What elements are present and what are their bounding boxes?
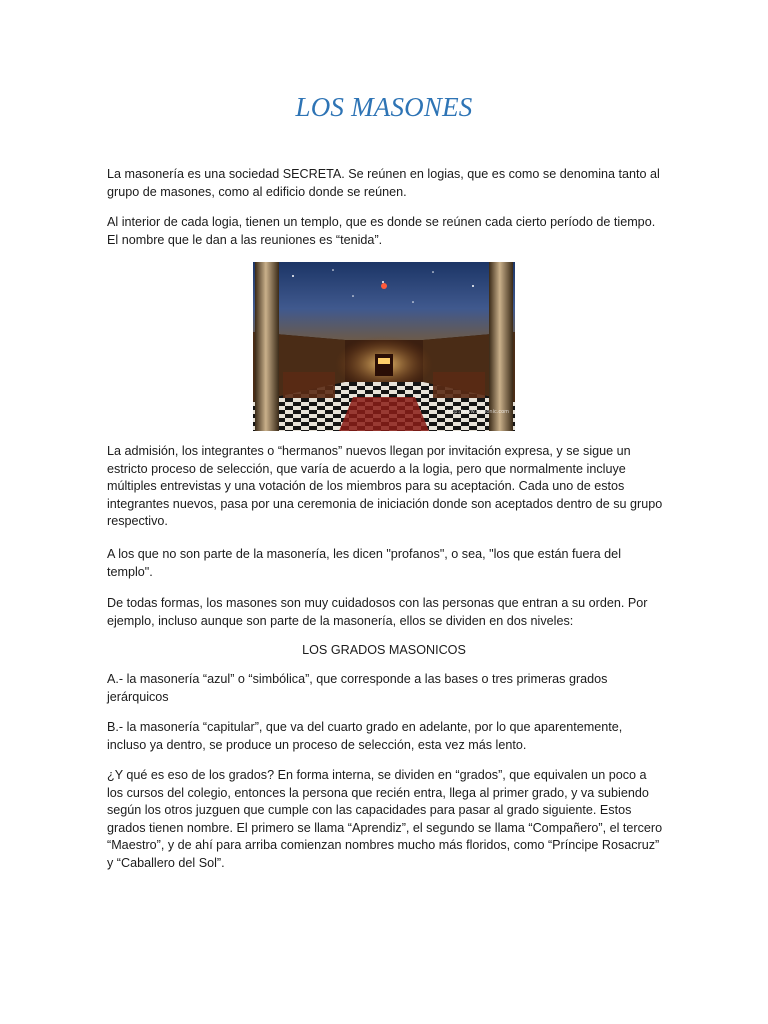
paragraph-level-b: B.- la masonería “capitular”, que va del cuarto grado en adelante, por lo que aparentemente, incluso ya dentro, se produce un proceso de selección, esta vez más lento.: [107, 720, 623, 752]
image-watermark: http://www.masonic.com: [447, 409, 509, 415]
paragraph-intro: La masonería es una sociedad SECRETA. Se reúnen en logias, que es como se denomina tanto al grupo de masones, como al edificio donde se reúnen.: [107, 167, 660, 199]
paragraph-grades: ¿Y qué es eso de los grados? En forma interna, se dividen en “grados”, que equivalen un poco a los cursos del colegio, entonces la persona que recién entra, llega al primer grado, y va subiendo según los otros juzguen que cumple con las capacidades para pasar al grado siguiente. Estos grados tienen nombre. El primero se llama “Aprendiz”, el segundo se llama “Compañero”, el tercero “Maestro”, y de ahí para arriba comienzan nombres mucho más floridos, como “Príncipe Rosacruz” y “Caballero del Sol”.: [107, 768, 663, 870]
paragraph-levels: De todas formas, los masones son muy cuidadosos con las personas que entran a su orden. Por ejemplo, incluso aunque son parte de la masonería, ellos se dividen en dos niveles:: [107, 596, 648, 628]
paragraph-temple: Al interior de cada logia, tienen un templo, que es donde se reúnen cada cierto período de tiempo. El nombre que le dan a las reuniones es “tenida”.: [107, 215, 656, 247]
paragraph-admission: La admisión, los integrantes o “hermanos” nuevos llegan por invitación expresa, y se sigue un estricto proceso de selección, que varía de acuerdo a la logia, pero que normalmente incluye múltiples entrevistas y una votación de los miembros para su aceptación. Cada uno de estos integrantes nuevos, pasa por una ceremonia de iniciación donde son aceptados dentro de su grupo respectivo.: [107, 444, 663, 529]
document-title: LOS MASONES: [295, 92, 473, 122]
section-heading: LOS GRADOS MASONICOS: [302, 643, 466, 657]
paragraph-level-a: A.- la masonería “azul” o “simbólica”, que corresponde a las bases o tres primeras grados jerárquicos: [107, 672, 608, 704]
masonic-temple-photo: [253, 262, 515, 431]
temple-illustration: [253, 262, 515, 431]
paragraph-profanos: A los que no son parte de la masonería, les dicen "profanos", o sea, "los que están fuera del templo".: [107, 547, 621, 579]
